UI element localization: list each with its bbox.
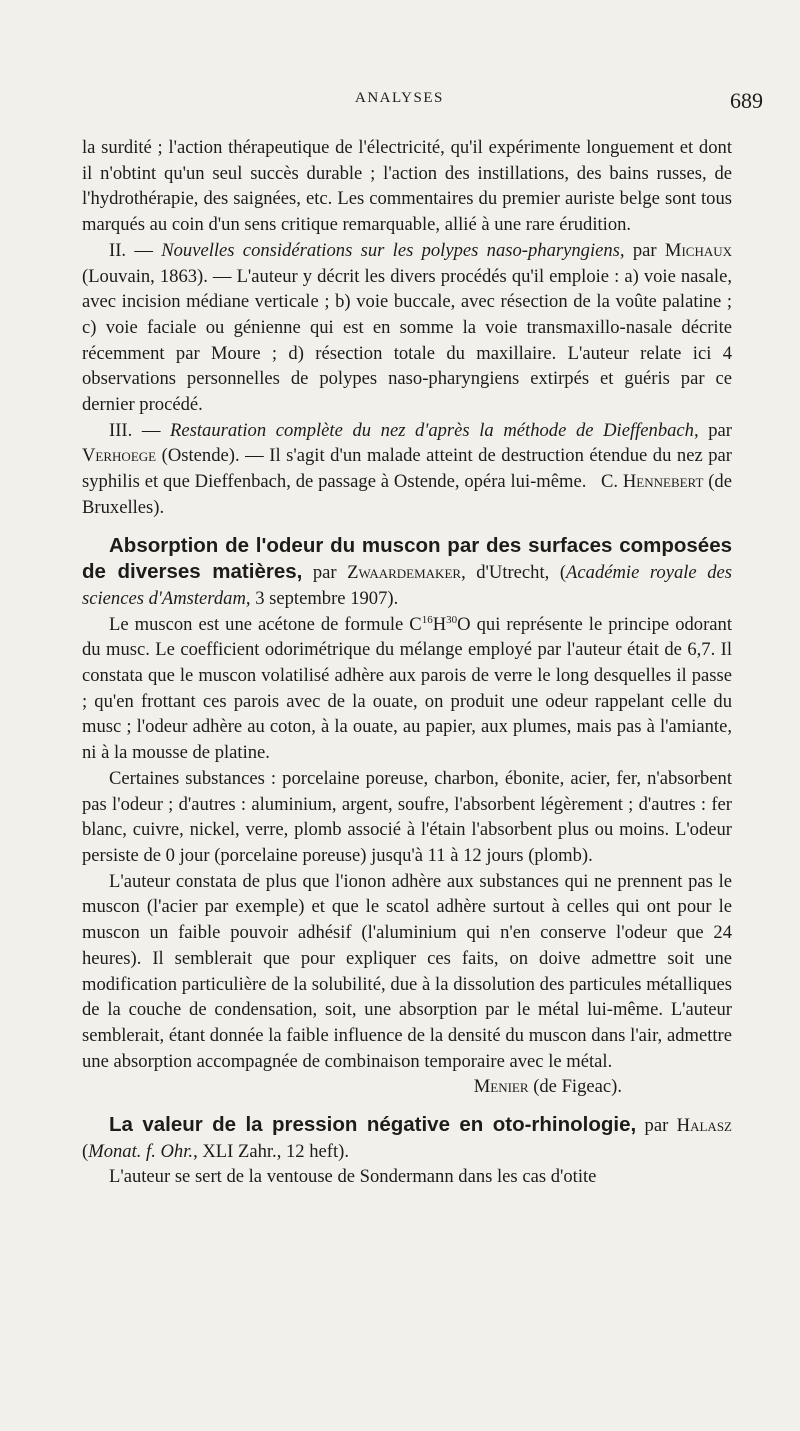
paragraph: L'auteur se sert de la ventouse de Sondermann dans les cas d'otite [109,1166,597,1188]
source-name: Académie royale des sciences d'Amsterdam [82,562,733,609]
page-header [0,88,800,118]
paragraph: la surdité ; l'action thérapeutique de l'électricité, qu'il expérimente longuement et dont il n'obtint qu'un seul succès durable ; l'action des instillations, des bains russes, de l'hydrothérapie, des saignées, etc. Les commentaires du premier auriste belge sont tous marqués au coin d'un sens critique remarquable, allié à une rare érudition. [82,137,732,236]
author-name: Halasz [676,1115,732,1137]
article-heading: Absorption de l'odeur du muscon par des surfaces composées de diverses matières, par Zwaardemaker, d'Utrecht, (Académie royale des sciences d'Amsterdam, 3 septembre 1907). [82,533,733,609]
reviewer-name: Menier [473,1076,529,1098]
source-name: Monat. f. Ohr. [88,1140,194,1162]
author-name: Zwaardemaker [347,562,462,584]
article-title: Absorption de l'odeur du muscon par des surfaces composées de diverses matières, [82,533,732,584]
author-name: Michaux [664,239,732,261]
article-heading: La valeur de la pression négative en oto-rhinologie, par Halasz (Monat. f. Ohr., XLI Zahr., 12 heft). [82,1113,732,1162]
page-number: 689 [730,88,763,113]
running-head: ANALYSES [355,90,444,106]
paragraph: Certaines substances : porcelaine poreuse, charbon, ébonite, acier, fer, n'absorbent pas l'odeur ; d'autres : aluminium, argent, soufre, l'absorbent légèrement ; d'autres : fer blanc, cuivre, nickel, verre, plomb associé à l'étain l'absorbent plus ou moins. L'odeur persiste de 0 jour (porcelaine poreuse) jusqu'à 11 à 12 jours (plomb). [82,767,732,866]
article-body [82,135,732,1190]
article-title: La valeur de la pression négative en oto-rhinologie, [109,1113,637,1137]
paragraph-section-ii: II. — Nouvelles considérations sur les polypes naso-pharyngiens, par Michaux (Louvain, 1863). — L'auteur y décrit les divers procédés qu'il emploie : a) voie nasale, avec incision médiane verticale ; b) voie buccale, avec résection de la voûte palatine ; c) voie faciale ou génienne qui est en somme la voie transmaxillo-nasale décrite récemment par Moure ; d) résection totale du maxillaire. L'auteur relate ici 4 observations personnelles de polypes naso-pharyngiens extirpés et guéris par ce dernier procédé. [82,239,732,416]
reviewer-signature: Menier (de Figeac). [473,1076,622,1098]
paragraph-section-iii: III. — Restauration complète du nez d'après la méthode de Dieffenbach, par Verhoege (Ostende). — Il s'agit d'un malade atteint de destruction étendue du nez par syphilis et que Dieffenbach, de passage à Ostende, opéra lui-même. C. Hennebert (de Bruxelles). [82,419,732,518]
author-name: Verhoege [82,445,157,467]
reviewer-name: Hennebert [622,471,704,493]
reference-title: Restauration complète du nez d'après la méthode de Dieffenbach, [170,419,699,441]
section-number: III. — [109,419,171,441]
paragraph: L'auteur constata de plus que l'ionon adhère aux substances qui ne prennent pas le muscon (l'acier par exemple) et que le scatol adhère surtout à celles qui ont pour le muscon un faible pouvoir adhésif (l'aluminium qui n'en conserve l'odeur que 24 heures). Il semblerait que pour expliquer ces faits, on doive admettre soit une modification particulière de la solubilité, due à la dissolution des particules métalliques de la couche de condensation, soit, une absorption par le métal lui-même. L'auteur semblerait, étant donnée la faible influence de la densité du muscon dans l'air, admettre une absorption accompagnée de combinaison temporaire avec le métal. [82,870,732,1072]
section-number: II. — [109,239,162,261]
paragraph: Le muscon est une acétone de formule $C^{16}H^{30}O$ qui représente le principe odorant du musc. Le coefficient odorimétrique du mélange employé par l'auteur était de 6,7. Il constata que le muscon volatilisé adhère aux parois de verre le long desquelles il passe ; qu'en frottant ces parois avec de la ouate, on produit une odeur rappelant celle du musc ; l'odeur adhère au coton, à la ouate, au papier, aux plumes, mais pas à l'amiante, ni à la mousse de platine. [82,613,732,764]
reference-title: Nouvelles considérations sur les polypes naso-pharyngiens, [161,239,625,261]
